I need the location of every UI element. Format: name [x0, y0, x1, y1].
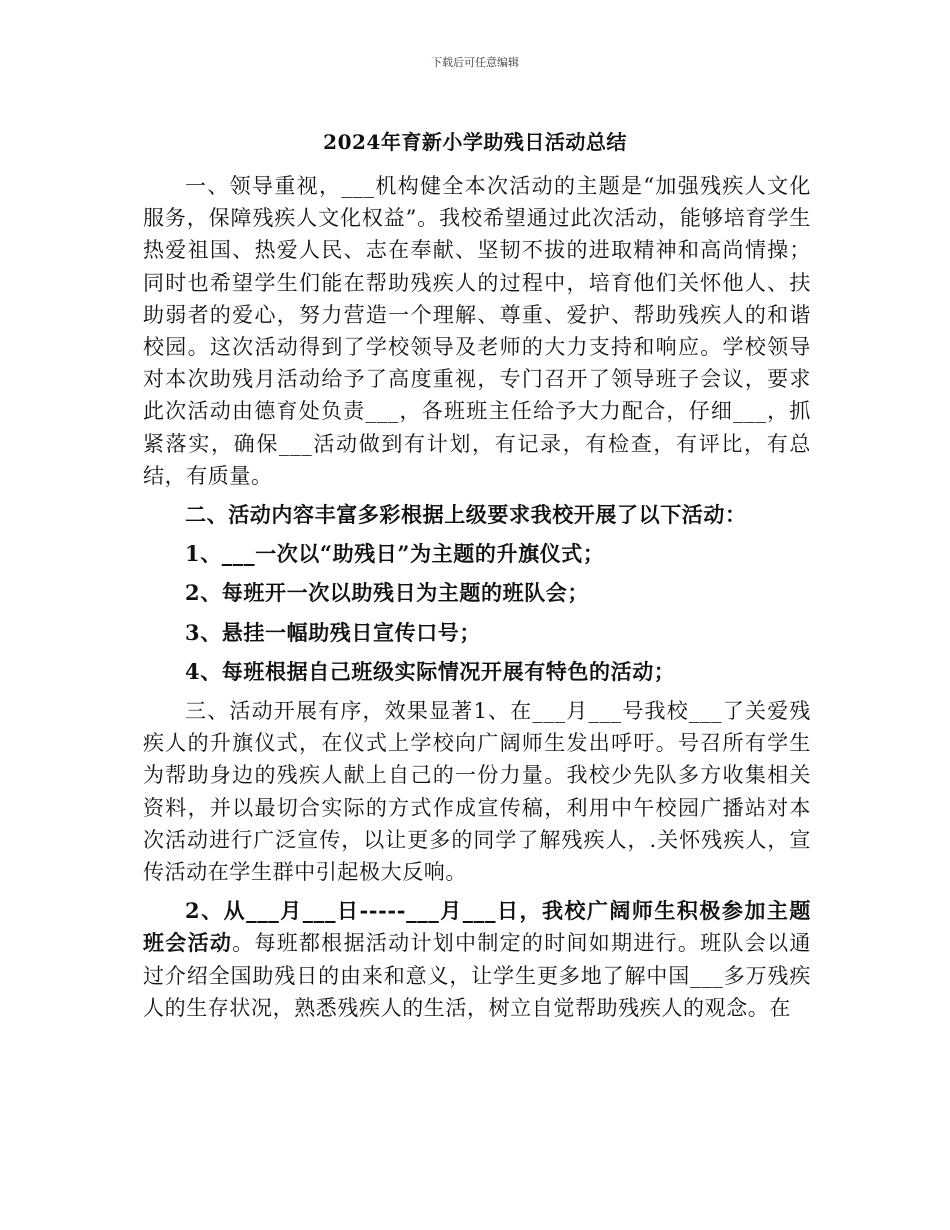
list-item-class-meeting: 2、每班开一次以助残日为主题的班队会； — [185, 580, 590, 606]
paragraph-class-meetings-body: 。每班都根据活动计划中制定的时间如期进行。班队会以通过介绍全国助残日的由来和意义，让学生更多地了解中国___多万残疾人的生存状况，熟悉残疾人的生活，树立自觉帮助残疾人的观念。在 — [143, 931, 811, 1020]
paragraph-activities-heading: 二、活动内容丰富多彩根据上级要求我校开展了以下活动： — [185, 502, 747, 528]
document-body — [143, 170, 811, 1031]
paragraph-results: 三、活动开展有序，效果显著1、在___月___号我校___了关爱残疾人的升旗仪式，在仪式上学校向广阔师生发出呼吁。号召所有学生为帮助身边的残疾人献上自己的一份力量。我校少先队多方收集相关资料，并以最切合实际的方式作成宣传稿，利用中午校园广播站对本次活动进行广泛宣传，以让更多的同学了解残疾人，.关怀残疾人，宣传活动在学生群中引起极大反响。 — [143, 699, 811, 885]
list-item-special-activities: 4、每班根据自己班级实际情况开展有特色的活动； — [185, 658, 676, 684]
paragraph-class-meetings-lead: 2、从___月___日-----___月___日，我校广阔师生积极参加主题班会活动 — [143, 898, 811, 956]
list-item-flag-ceremony: 1、___一次以“助残日”为主题的升旗仪式； — [185, 541, 605, 567]
page-header-note: 下载后可任意编辑 — [431, 56, 519, 69]
document-title: 2024年育新小学助残日活动总结 — [323, 130, 627, 154]
list-item-slogan: 3、悬挂一幅助残日宣传口号； — [185, 619, 482, 645]
paragraph-class-meetings — [143, 895, 811, 1024]
paragraph-leadership: 一、领导重视，___机构健全本次活动的主题是“加强残疾人文化服务，保障残疾人文化权益”。我校希望通过此次活动，能够培育学生热爱祖国、热爱人民、志在奉献、坚韧不拔的进取精神和高尚情操；同时也希望学生们能在帮助残疾人的过程中，培育他们关怀他人、扶助弱者的爱心，努力营造一个理解、尊重、爱护、帮助残疾人的和谐校园。这次活动得到了学校领导及老师的大力支持和响应。学校领导对本次助残月活动给予了高度重视，专门召开了领导班子会议，要求此次活动由德育处负责___，各班班主任给予大力配合，仔细___，抓紧落实，确保___活动做到有计划，有记录，有检查，有评比，有总结，有质量。 — [143, 174, 811, 488]
